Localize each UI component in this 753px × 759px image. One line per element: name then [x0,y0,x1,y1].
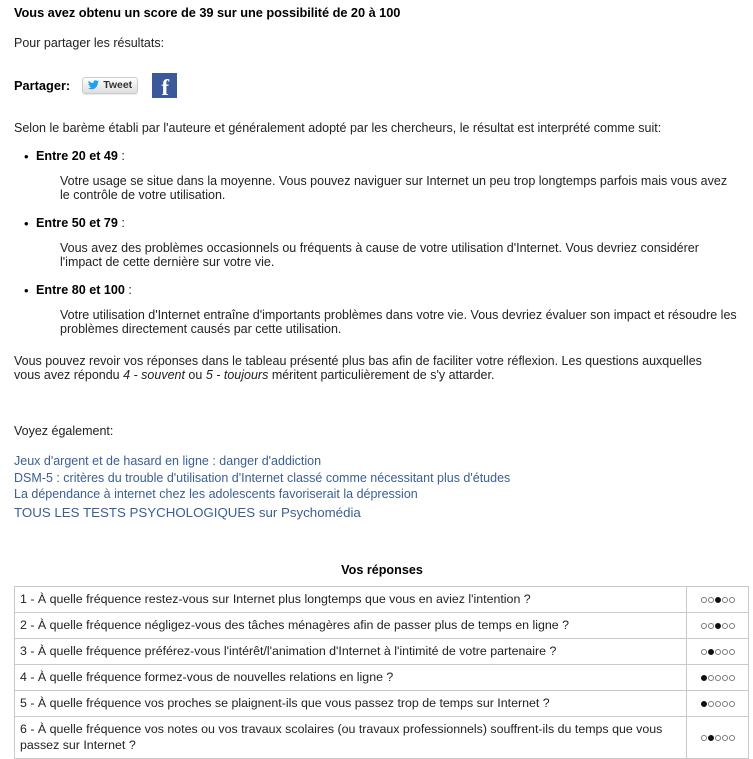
answer-dot [701,735,707,741]
question-cell: 4 - À quelle fréquence formez-vous de nouvelles relations en ligne ? [15,664,687,690]
answer-dot-selected [701,675,707,681]
tweet-button-label: Tweet [103,78,133,91]
range-list [14,135,739,336]
answers-table [14,586,749,759]
answer-dot [722,675,728,681]
answer-dot [708,701,714,707]
answer-scale-cell [687,664,749,690]
see-also-link-1[interactable]: Jeux d'argent et de hasard en ligne : danger d'addiction [14,454,322,468]
answer-dot [722,701,728,707]
question-cell: 5 - À quelle fréquence vos proches se plaignent-ils que vous passez trop de temps sur Internet ? [15,690,687,716]
closing-emphasis-2: 5 - toujours [205,368,269,382]
score-headline: Vous avez obtenu un score de 39 sur une possibilité de 20 à 100 [14,5,401,20]
question-cell: 2 - À quelle fréquence négligez-vous des tâches ménagères afin de passer plus de temps en ligne ? [15,612,687,638]
range-item [36,135,739,202]
facebook-share-button[interactable] [152,73,177,98]
closing-text-1: Vous pouvez revoir vos réponses dans le tableau présenté plus bas afin de faciliter votre réflexion. Les questions auxquelles vous avez répondu [14,354,702,382]
answer-dot [715,649,721,655]
see-also-link-2[interactable]: DSM-5 : critères du trouble d'utilisation d'Internet classé comme nécessitant plus d'études [14,470,511,485]
answer-dot [729,675,735,681]
answer-scale-cell [687,586,749,612]
table-row [15,716,749,758]
see-also-link-3[interactable]: La dépendance à internet chez les adolescents favoriserait la dépression [14,487,418,501]
closing-text-mid: ou [184,368,206,382]
answer-dot [715,675,721,681]
answer-scale-cell [687,612,749,638]
answer-scale-cell [687,638,749,664]
see-also-links [14,438,739,522]
facebook-icon: f [161,74,168,100]
table-row [15,638,749,664]
range-description: Vous avez des problèmes occasionnels ou fréquents à cause de votre utilisation d'Internet. Vous devriez considérer l'impact de cette dernière sur votre vie. [60,241,699,269]
range-description: Votre usage se situe dans la moyenne. Vous pouvez naviguer sur Internet un peu trop longtemps parfois mais vous avez le contrôle de votre utilisation. [60,174,728,202]
question-cell: 1 - À quelle fréquence restez-vous sur Internet plus longtemps que vous en aviez l'intention ? [15,586,687,612]
answer-dot [715,701,721,707]
answer-dot [722,649,728,655]
question-cell: 6 - À quelle fréquence vos notes ou vos travaux scolaires (ou travaux professionnels) souffrent-ils du temps que vous passez sur Internet ? [15,716,687,758]
range-title-suffix: : [117,216,125,230]
closing-paragraph [14,336,730,382]
answer-dot-selected [701,701,707,707]
range-title-suffix: : [117,149,125,163]
answer-dot-selected [708,735,714,741]
answer-dot [701,649,707,655]
question-cell: 3 - À quelle fréquence préférez-vous l'intérêt/l'animation d'Internet à l'intimité de votre partenaire ? [15,638,687,664]
see-also-title: Voyez également: [14,424,114,438]
closing-text-2: méritent particulièrement de s'y attarder. [268,368,495,382]
answer-dot [729,701,735,707]
answer-dot [729,735,735,741]
range-title-suffix: : [124,283,132,297]
answer-dot [729,597,735,603]
closing-emphasis-1: 4 - souvent [123,368,185,382]
answer-scale-cell [687,690,749,716]
table-row [15,664,749,690]
range-title: Entre 20 et 49 [36,149,118,163]
answer-dot-selected [715,597,721,603]
table-row [15,690,749,716]
answer-dot [708,675,714,681]
answer-dot [729,649,735,655]
answer-dot [708,597,714,603]
answer-dot [715,735,721,741]
answer-dot-selected [715,623,721,629]
answer-dot-selected [708,649,714,655]
share-label: Partager: [14,77,71,93]
twitter-bird-icon [87,79,100,91]
range-item [36,202,739,269]
answer-dot [701,623,707,629]
share-intro-text: Pour partager les résultats: [14,36,165,50]
table-row [15,612,749,638]
tweet-button[interactable] [82,77,138,94]
share-row [14,50,739,99]
answers-table-title: Vos réponses [341,562,423,577]
interpretation-intro: Selon le barème établi par l'auteure et généralement adopté par les chercheurs, le résultat est interprété comme suit: [14,121,662,135]
answer-dot [701,597,707,603]
answer-scale-cell [687,716,749,758]
answer-dot [722,623,728,629]
see-also-link-4[interactable]: TOUS LES TESTS PSYCHOLOGIQUES sur Psychomédia [14,504,361,520]
answers-table-body [15,586,749,758]
table-row [15,586,749,612]
answer-dot [708,623,714,629]
answer-dot [722,597,728,603]
answer-dot [722,735,728,741]
range-title: Entre 50 et 79 [36,216,118,230]
range-description: Votre utilisation d'Internet entraîne d'importants problèmes dans votre vie. Vous devriez évaluer son impact et résoudre les problèmes directement causés par cette utilisation. [60,308,737,336]
range-item [36,269,739,336]
range-title: Entre 80 et 100 [36,283,125,297]
answer-dot [729,623,735,629]
